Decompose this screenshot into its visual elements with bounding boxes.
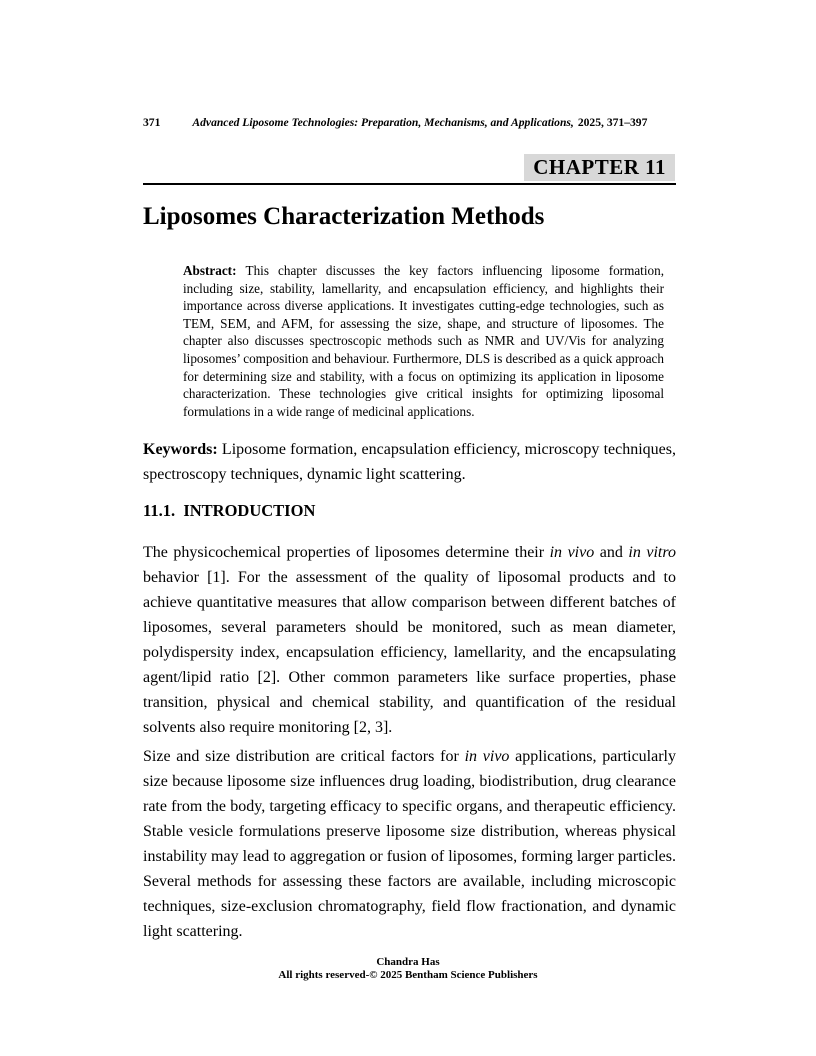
chapter-number-badge: CHAPTER 11 [524,154,675,181]
footer-rights-notice: All rights reserved-© 2025 Bentham Science Publishers [278,969,538,981]
section-heading-introduction: 11.1. INTRODUCTION [143,501,316,520]
body-paragraph-1: The physicochemical properties of liposomes determine their in vivo and in vitro behavior [1]. For the assessment of the quality of liposomal products and to achieve quantitative measures that allow comparison between different batches of liposomes, several parameters should be monitored, such as mean diameter, polydispersity index, encapsulation efficiency, lamellarity, and the encapsulating agent/lipid ratio [2]. Other common parameters like surface properties, phase transition, physical and chemical stability, and quantification of the residual solvents also require monitoring [2, 3]. [143,544,676,736]
header-divider-rule [143,183,676,185]
page-footer [0,956,816,982]
running-edition-info: 2025, 371–397 [577,116,648,129]
page-number: 371 [143,116,161,129]
running-head [143,116,676,129]
keywords-paragraph: Keywords: Liposome formation, encapsulation efficiency, microscopy techniques, spectroscopy techniques, dynamic light scattering. [143,441,676,483]
body-paragraph-2: Size and size distribution are critical factors for in vivo applications, particularly size because liposome size influences drug loading, biodistribution, drug clearance rate from the body, targeting efficacy to specific organs, and therapeutic efficiency. Stable vesicle formulations preserve liposome size distribution, whereas physical instability may lead to aggregation or fusion of liposomes, forming larger particles. Several methods for assessing these factors are available, including microscopic techniques, size-exclusion chromatography, field flow fractionation, and dynamic light scattering. [143,748,677,940]
footer-author: Chandra Has [376,956,440,968]
running-book-title: Advanced Liposome Technologies: Preparation, Mechanisms, and Applications, [192,116,574,129]
chapter-title: Liposomes Characterization Methods [143,203,545,230]
abstract-paragraph: Abstract: This chapter discusses the key factors influencing liposome formation, including size, stability, lamellarity, and encapsulation efficiency, and highlights their importance across diverse applications. It investigates cutting-edge technologies, such as TEM, SEM, and AFM, for assessing the size, shape, and structure of liposomes. The chapter also discusses spectroscopic methods such as NMR and UV/Vis for analyzing liposomes’ composition and behaviour. Furthermore, DLS is described as a quick approach for determining size and stability, with a focus on optimizing its application in liposome characterization. These technologies give critical insights for optimizing liposomal formulations in a wide range of medicinal applications. [183,263,664,419]
